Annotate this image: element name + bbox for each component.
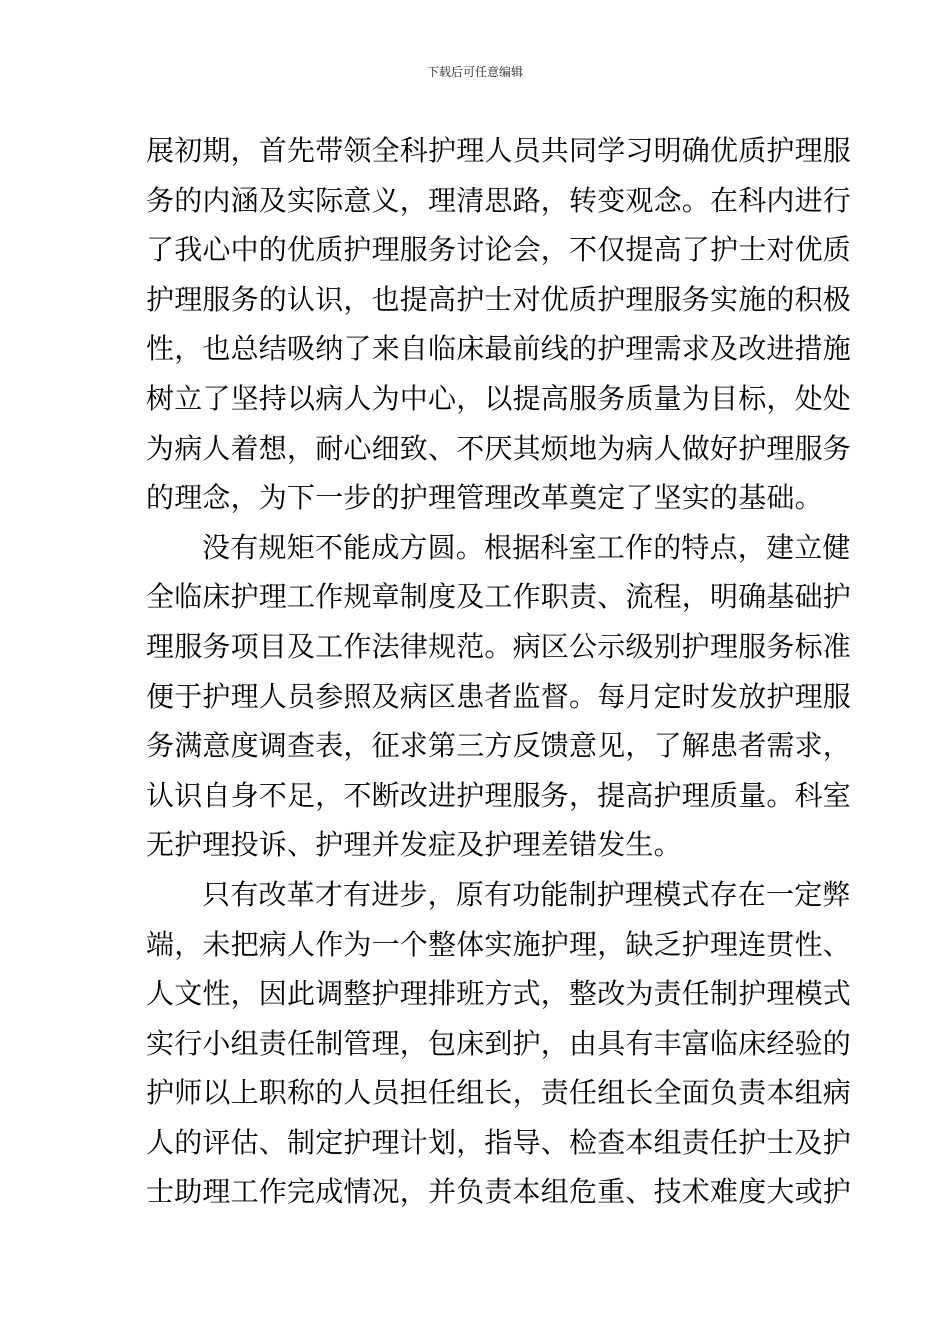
paragraph-3-line-3: 人文性，因此调整护理排班方式，整改为责任制护理模式 — [146, 977, 852, 1011]
paragraph-2-line-7: 无护理投诉、护理并发症及护理差错发生。 — [146, 828, 682, 862]
paragraph-2-line-1: 没有规矩不能成方圆。根据科室工作的特点，建立健 — [202, 530, 851, 564]
paragraph-3-line-1: 只有改革才有进步，原有功能制护理模式存在一定弊 — [202, 877, 851, 911]
paragraph-2-line-2: 全临床护理工作规章制度及工作职责、流程，明确基础护 — [146, 580, 852, 614]
page-header: 下载后可任意编辑 — [426, 65, 523, 79]
paragraph-1-line-3: 了我心中的优质护理服务讨论会，不仅提高了护士对优质 — [146, 233, 852, 267]
paragraph-3-line-5: 护师以上职称的人员担任组长，责任组长全面负责本组病 — [146, 1076, 852, 1110]
paragraph-2-line-6: 认识自身不足，不断改进护理服务，提高护理质量。科室 — [146, 778, 852, 812]
paragraph-2-line-3: 理服务项目及工作法律规范。病区公示级别护理服务标准 — [146, 629, 852, 663]
paragraph-2-line-4: 便于护理人员参照及病区患者监督。每月定时发放护理服 — [146, 679, 852, 713]
paragraph-1-line-1: 展初期，首先带领全科护理人员共同学习明确优质护理服 — [146, 134, 852, 167]
paragraph-1-line-5: 性，也总结吸纳了来自临床最前线的护理需求及改进措施 — [146, 332, 852, 366]
paragraph-1-line-6: 树立了坚持以病人为中心，以提高服务质量为目标，处处 — [146, 381, 852, 415]
paragraph-1-line-4: 护理服务的认识，也提高护士对优质护理服务实施的积极 — [146, 282, 852, 316]
paragraph-3-line-2: 端，未把病人作为一个整体实施护理，缺乏护理连贯性、 — [146, 927, 852, 961]
document-body — [146, 126, 852, 1217]
paragraph-3-line-7: 士助理工作完成情况，并负责本组危重、技术难度大或护 — [146, 1175, 852, 1209]
paragraph-1-line-2: 务的内涵及实际意义，理清思路，转变观念。在科内进行 — [146, 183, 852, 217]
paragraph-1-line-7: 为病人着想，耐心细致、不厌其烦地为病人做好护理服务 — [146, 431, 852, 465]
paragraph-2-line-5: 务满意度调查表，征求第三方反馈意见，了解患者需求， — [146, 729, 852, 763]
paragraph-3-line-6: 人的评估、制定护理计划，指导、检查本组责任护士及护 — [146, 1125, 852, 1159]
paragraph-3-line-4: 实行小组责任制管理，包床到护，由具有丰富临床经验的 — [146, 1026, 852, 1060]
paragraph-1-line-8: 的理念，为下一步的护理管理改革奠定了坚实的基础。 — [146, 481, 823, 515]
